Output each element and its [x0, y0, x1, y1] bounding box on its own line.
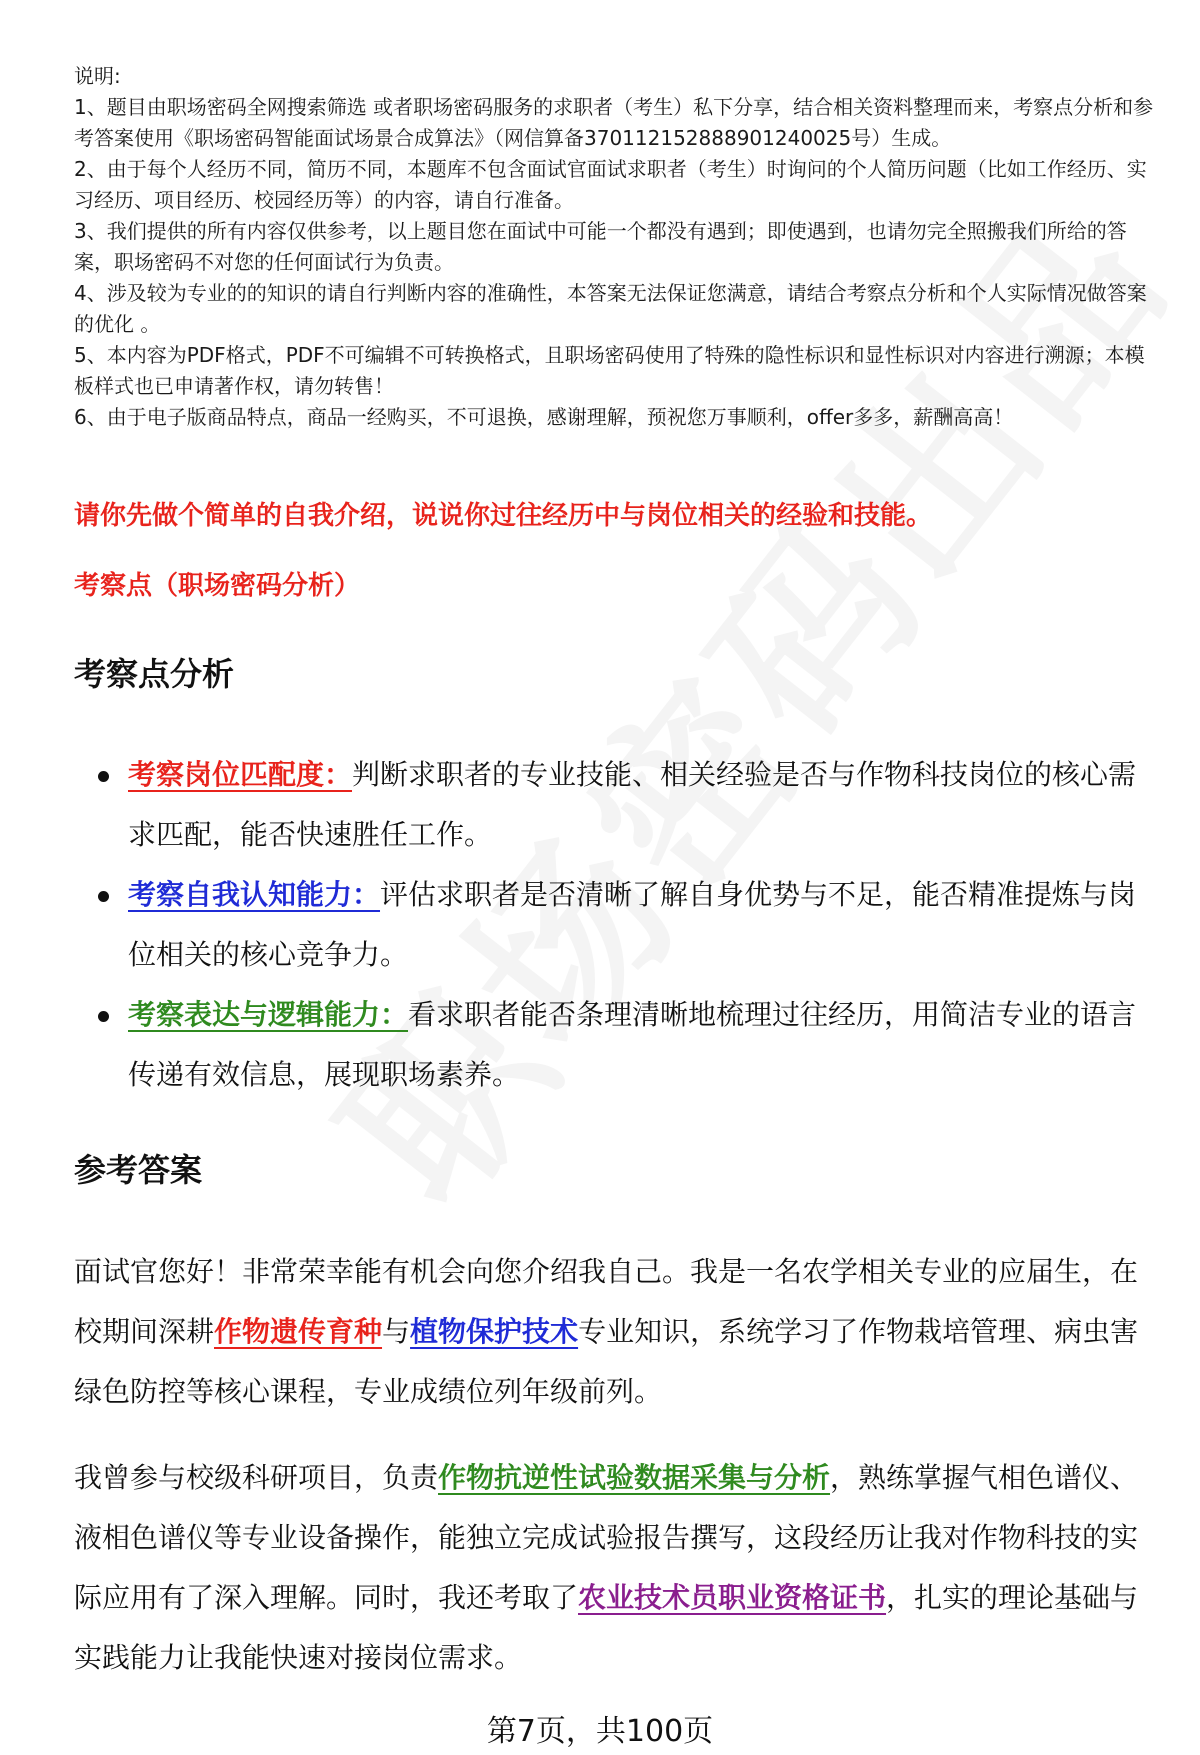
bullet-icon [98, 891, 109, 902]
answer-text: 面试官您好！非常荣幸能有机会向您介绍我自己。我是一名农学相关专业的应届生，在校期间深耕 [74, 1255, 1139, 1348]
analysis-keyword: 考察岗位匹配度： [128, 758, 353, 791]
analysis-text: 看求职者能否条理清晰地梳理过往经历，用简洁专业的语言传递有效信息，展现职场素养。 [128, 998, 1137, 1091]
answer-text: 我曾参与校级科研项目，负责 [74, 1461, 439, 1494]
answer-text: ，熟练掌握气相色谱仪、液相色谱仪等专业设备操作，能独立完成试验报告撰写，这段经历让我对作物科技的实际应用有了深入理解。同时，我还考取了 [74, 1461, 1139, 1614]
analysis-keyword: 考察表达与逻辑能力： [128, 998, 409, 1031]
analysis-text: 评估求职者是否清晰了解自身优势与不足，能否精准提炼与岗位相关的核心竞争力。 [128, 878, 1137, 971]
answer-text: 专业知识，系统学习了作物栽培管理、病虫害绿色防控等核心课程，专业成绩位列年级前列。 [74, 1315, 1139, 1408]
analysis-item [74, 985, 1154, 1105]
notes-item: 5、本内容为PDF格式，PDF不可编辑不可转换格式，且职场密码使用了特殊的隐性标识和显性标识对内容进行溯源；本模板样式也已申请著作权，请勿转售！ [74, 343, 1145, 398]
interview-question: 请你先做个简单的自我介绍，说说你过往经历中与岗位相关的经验和技能。 [74, 501, 933, 531]
answer-highlight: 作物抗逆性试验数据采集与分析 [438, 1461, 831, 1494]
answer-highlight: 作物遗传育种 [214, 1315, 383, 1348]
bullet-icon [98, 1011, 109, 1022]
answer-paragraph [74, 1448, 1154, 1688]
analysis-text: 判断求职者的专业技能、相关经验是否与作物科技岗位的核心需求匹配，能否快速胜任工作。 [128, 758, 1137, 851]
notes-item: 6、由于电子版商品特点，商品一经购买，不可退换，感谢理解，预祝您万事顺利，offer多多，薪酬高高！ [74, 405, 1014, 429]
analysis-item [74, 865, 1154, 985]
answer-text: 与 [382, 1315, 411, 1348]
analysis-keyword: 考察自我认知能力： [128, 878, 381, 911]
notes-item: 1、题目由职场密码全网搜索筛选 或者职场密码服务的求职者（考生）私下分享，结合相关资料整理而来，考察点分析和参考答案使用《职场密码智能面试场景合成算法》（网信算备370112152888901240025号）生成。 [74, 95, 1154, 150]
analysis-list [74, 745, 1154, 1105]
sub-heading: 考察点（职场密码分析） [74, 571, 361, 601]
analysis-heading: 考察点分析 [74, 655, 235, 693]
notes-item: 4、涉及较为专业的的知识的请自行判断内容的准确性，本答案无法保证您满意，请结合考察点分析和个人实际情况做答案的优化 。 [74, 281, 1147, 336]
analysis-item [74, 745, 1154, 865]
answer-highlight: 农业技术员职业资格证书 [578, 1581, 887, 1614]
answer-heading: 参考答案 [74, 1151, 203, 1189]
bullet-icon [98, 771, 109, 782]
notes-heading: 说明: [74, 64, 121, 88]
answer-paragraph [74, 1242, 1154, 1422]
notes-item: 2、由于每个人经历不同，简历不同，本题库不包含面试官面试求职者（考生）时询问的个人简历问题（比如工作经历、实习经历、项目经历、校园经历等）的内容，请自行准备。 [74, 157, 1147, 212]
page-number: 第7页，共100页 [486, 1714, 714, 1749]
notes-item: 3、我们提供的所有内容仅供参考，以上题目您在面试中可能一个都没有遇到；即使遇到，也请勿完全照搬我们所给的答案，职场密码不对您的任何面试行为负责。 [74, 219, 1127, 274]
answer-highlight: 植物保护技术 [410, 1315, 579, 1348]
answer-text: ，扎实的理论基础与实践能力让我能快速对接岗位需求。 [74, 1581, 1139, 1674]
disclaimer-notes [74, 61, 1154, 433]
